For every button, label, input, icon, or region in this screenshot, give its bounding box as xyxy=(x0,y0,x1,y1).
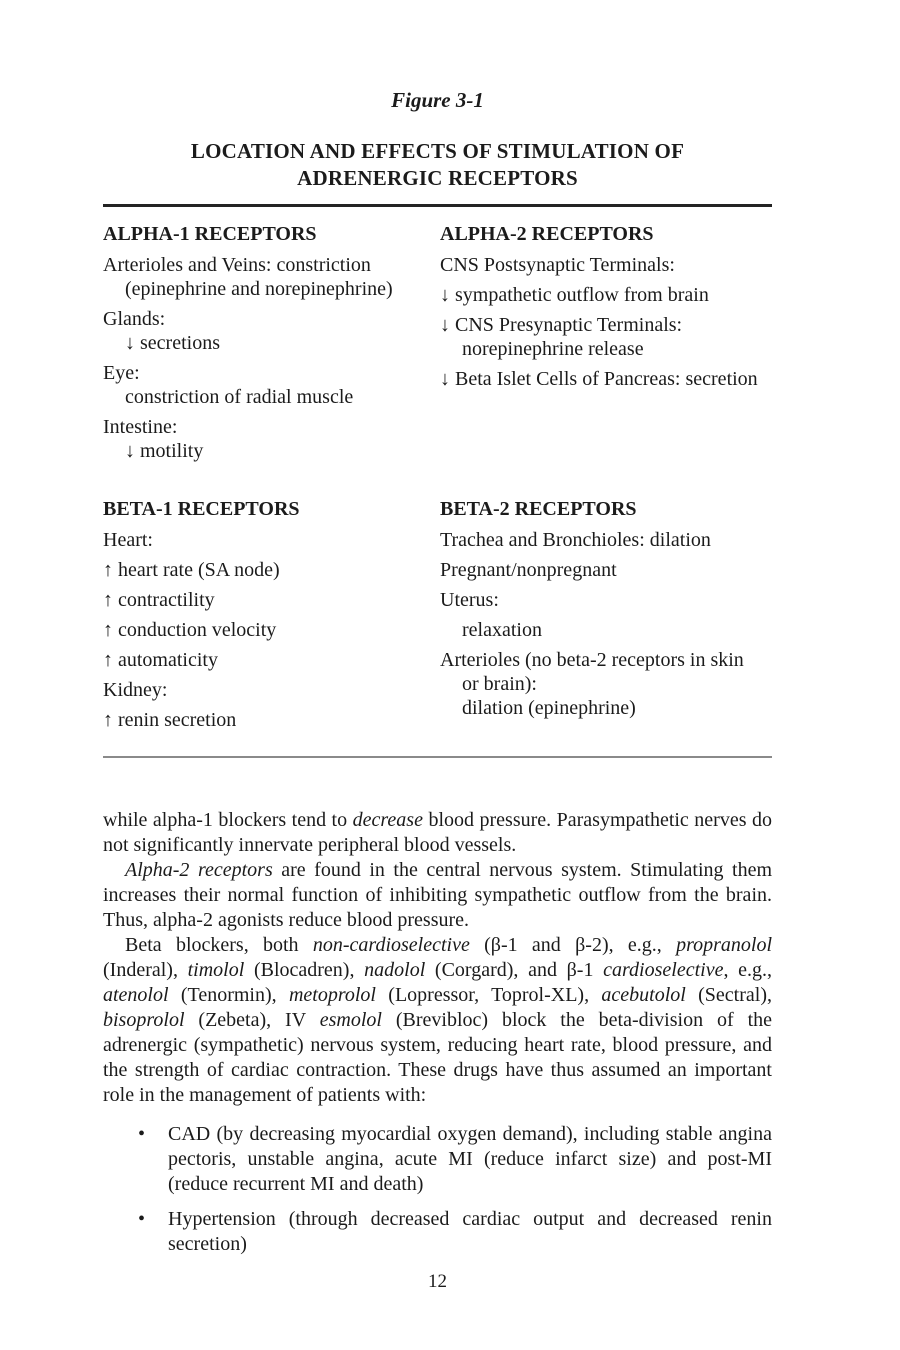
text-run: Beta blockers, both xyxy=(125,934,313,956)
figure-line: Uterus: xyxy=(440,589,499,611)
bullet-icon: • xyxy=(138,1208,146,1230)
text-run: (Brevibloc) block the beta-division of the adrenergic (sympathetic) nervous system, reducing heart rate, blood pressure, and the strength of cardiac contraction. These drugs have thus assumed an important role in the management of patients with: xyxy=(103,1009,772,1106)
figure-line: Glands: xyxy=(103,308,166,330)
paragraph xyxy=(103,933,772,1108)
text-run: (Sectral), xyxy=(685,984,772,1006)
figure-entry xyxy=(103,253,433,301)
figure-line: ↑ conduction velocity xyxy=(103,619,277,641)
italic-text: timolol xyxy=(187,959,245,981)
text-run: (Corgard), and β-1 xyxy=(425,959,604,981)
figure-entry xyxy=(103,618,433,642)
figure-line: ↑ heart rate (SA node) xyxy=(103,559,280,581)
figure-section-heading: BETA-1 RECEPTORS xyxy=(103,498,300,520)
top-rule xyxy=(103,204,772,207)
text-run: (β-1 and β-2), e.g., xyxy=(469,934,677,956)
figure-line: Intestine: xyxy=(103,416,178,438)
bottom-rule xyxy=(103,756,772,758)
figure-section xyxy=(103,497,433,738)
figure-title-line-2: ADRENERGIC RECEPTORS xyxy=(297,166,578,190)
bullet-item xyxy=(103,1122,772,1197)
text-run: (Blocadren), xyxy=(244,959,365,981)
figure-entry xyxy=(103,307,433,355)
italic-text: metoprolol xyxy=(288,984,376,1006)
figure-line: ↑ renin secretion xyxy=(103,709,237,731)
text-run: CAD (by decreasing myocardial oxygen demand), including stable angina pectoris, unstable angina, acute MI (reduce infarct size) and post-MI (reduce recurrent MI and death) xyxy=(168,1123,772,1195)
bullet-icon: • xyxy=(138,1123,146,1145)
figure-entry xyxy=(440,588,772,612)
text-run: (Zebeta), IV xyxy=(184,1009,320,1031)
italic-text: non-cardioselective xyxy=(312,934,470,956)
figure-entry xyxy=(103,648,433,672)
page-number: 12 xyxy=(428,1271,447,1292)
figure-line: constriction of radial muscle xyxy=(125,386,354,408)
figure-line: dilation (epinephrine) xyxy=(462,697,636,719)
text-run: (Tenormin), xyxy=(168,984,289,1006)
figure-line: or brain): xyxy=(462,673,537,695)
figure-entry xyxy=(103,588,433,612)
text-run: (Lopressor, Toprol-XL), xyxy=(375,984,602,1006)
figure-line: ↓ Beta Islet Cells of Pancreas: secretion xyxy=(440,368,758,390)
italic-text: cardioselective xyxy=(603,959,724,981)
figure-section xyxy=(440,497,772,738)
bullet-list xyxy=(103,1122,772,1257)
bullet-text xyxy=(168,1123,772,1195)
figure-entry xyxy=(103,678,433,702)
italic-text: propranolol xyxy=(676,934,773,956)
figure-entry xyxy=(440,313,772,361)
figure-line: Arterioles and Veins: constriction xyxy=(103,254,371,276)
text-run: (Inderal), xyxy=(103,959,188,981)
page-content xyxy=(103,88,772,1294)
italic-text: atenolol xyxy=(103,984,169,1006)
figure-title xyxy=(103,138,772,192)
figure-entry xyxy=(103,708,433,732)
italic-text: decrease xyxy=(352,809,423,831)
figure-line: Pregnant/nonpregnant xyxy=(440,559,617,581)
text-run: blood pressure. Parasympathetic nerves do not significantly innervate peripheral blood vessels. xyxy=(103,809,772,856)
figure-line: relaxation xyxy=(462,619,542,641)
figure-entry xyxy=(103,558,433,582)
figure-line: ↓ CNS Presynaptic Terminals: xyxy=(440,314,683,336)
figure-entry xyxy=(440,283,772,307)
figure-line: Eye: xyxy=(103,362,140,384)
figure-entry xyxy=(440,618,772,642)
italic-text: bisoprolol xyxy=(103,1009,185,1031)
italic-text: acebutolol xyxy=(601,984,686,1006)
figure-section xyxy=(440,222,772,469)
figure-section-heading: BETA-2 RECEPTORS xyxy=(440,498,637,520)
figure-line: Arterioles (no beta-2 receptors in skin xyxy=(440,649,744,671)
figure-label: Figure 3-1 xyxy=(391,88,484,112)
italic-text: nadolol xyxy=(364,959,426,981)
figure-line: ↓ secretions xyxy=(125,332,220,354)
figure-entry xyxy=(440,367,772,391)
figure-section-heading: ALPHA-2 RECEPTORS xyxy=(440,223,654,245)
figure-entry xyxy=(103,415,433,463)
figure-section xyxy=(103,222,433,469)
figure-line: norepinephrine release xyxy=(462,338,644,360)
text-run: Hypertension (through decreased cardiac output and decreased renin secretion) xyxy=(168,1208,772,1255)
bullet-text xyxy=(168,1208,772,1255)
body-text xyxy=(103,808,772,1108)
text-run: while alpha-1 blockers tend to xyxy=(103,809,353,831)
figure-grid xyxy=(103,222,772,738)
figure-line: Kidney: xyxy=(103,679,168,701)
figure-entry xyxy=(103,361,433,409)
figure-line: Trachea and Bronchioles: dilation xyxy=(440,529,711,551)
figure-line: ↓ motility xyxy=(125,440,204,462)
figure-entry xyxy=(103,528,433,552)
figure-entry xyxy=(440,558,772,582)
figure-title-line-1: LOCATION AND EFFECTS OF STIMULATION OF xyxy=(190,139,685,163)
italic-text: Alpha-2 receptors xyxy=(125,859,273,881)
bullet-item xyxy=(103,1207,772,1257)
figure-entry xyxy=(440,648,772,720)
figure-line: ↓ sympathetic outflow from brain xyxy=(440,284,709,306)
text-run: , e.g., xyxy=(723,959,772,981)
figure-entry xyxy=(440,528,772,552)
paragraph xyxy=(103,858,772,933)
italic-text: esmolol xyxy=(319,1009,382,1031)
figure-line: ↑ contractility xyxy=(103,589,215,611)
figure-line: ↑ automaticity xyxy=(103,649,218,671)
figure-line: CNS Postsynaptic Terminals: xyxy=(440,254,675,276)
paragraph xyxy=(103,808,772,858)
figure-line: (epinephrine and norepinephrine) xyxy=(125,278,393,300)
figure-entry xyxy=(440,253,772,277)
figure-line: Heart: xyxy=(103,529,153,551)
text-run: are found in the central nervous system. Stimulating them increases their normal function of inhibiting sympathetic outflow from the brain. Thus, alpha-2 agonists reduce blood pressure. xyxy=(103,859,772,931)
figure-section-heading: ALPHA-1 RECEPTORS xyxy=(103,223,317,245)
